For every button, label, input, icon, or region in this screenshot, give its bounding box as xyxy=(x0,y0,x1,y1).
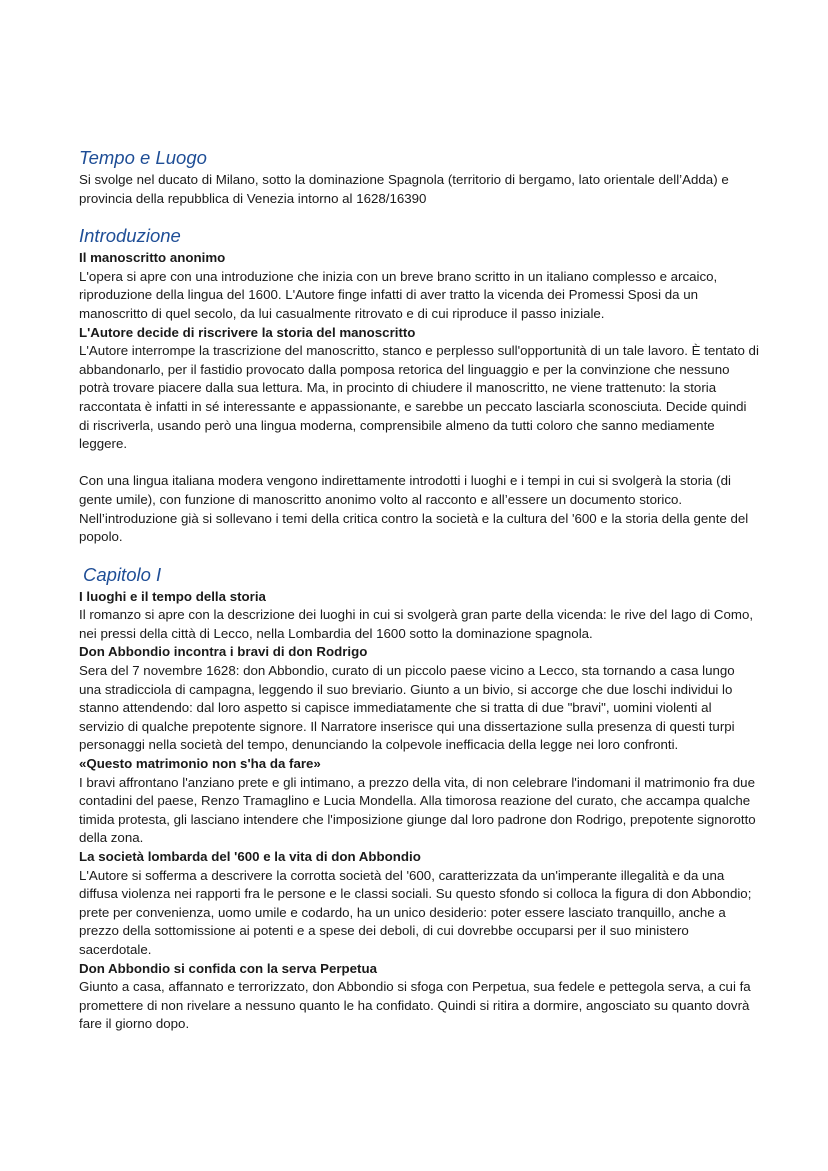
paragraph-intro-2: L'Autore interrompe la trascrizione del manoscritto, stanco e perplesso sull'opportunità di un tale lavoro. È tentato di abbandonarlo, per il fastidio provocato dalla pomposa retorica del linguaggio e per la convinzione che nessuno potrà trovare piacere dalla sua lettura. Ma, in procinto di chiudere il manoscritto, ne viene trattenuto: la storia raccontata è infatti in sé interessante e appassionante, e sarebbe un peccato lasciarla sconosciuta. Decide quindi di riscriverla, usando però una lingua moderna, comprensibile almeno da tutti coloro che sanno mediamente leggere. xyxy=(79,343,759,452)
paragraph-intro-1: L'opera si apre con una introduzione che inizia con un breve brano scritto in un italiano complesso e arcaico, riproduzione della lingua del 1600. L'Autore finge infatti di aver tratto la vicenda dei Promessi Sposi da un manoscritto di quel secolo, da lui casualmente ritrovato e di cui riproduce il passo iniziale. xyxy=(79,268,718,321)
subheading-manoscritto: Il manoscritto anonimo xyxy=(79,250,226,266)
heading-tempo-luogo: Tempo e Luogo xyxy=(79,147,207,168)
subheading-bravi: Don Abbondio incontra i bravi di don Rodrigo xyxy=(79,644,368,660)
paragraph-cap-5: Giunto a casa, affannato e terrorizzato, don Abbondio si sfoga con Perpetua, sua fedele e pettegola serva, a cui fa promettere di non rivelare a nessuno quanto le ha confidato. Quindi si ritira a dormire, angosciato su quanto dovrà fare il giorno dopo. xyxy=(79,979,751,1032)
paragraph-intro-4: Nell’introduzione già si sollevano i temi della critica contro la società e la cultura del '600 e la storia della gente del popolo. xyxy=(79,510,749,545)
document-page xyxy=(79,146,759,1048)
paragraph-intro-3: Con una lingua italiana modera vengono indirettamente introdotti i luoghi e i tempi in cui si svolgerà la storia (di gente umile), con funzione di manoscritto anonimo volto al racconto e all’essere un documento storico. xyxy=(79,473,731,507)
section-capitolo-1 xyxy=(79,563,759,1034)
subheading-riscrivere: L'Autore decide di riscrivere la storia del manoscritto xyxy=(79,324,416,340)
heading-capitolo-1: Capitolo I xyxy=(83,563,162,585)
subheading-societa: La società lombarda del '600 e la vita di don Abbondio xyxy=(79,849,421,864)
heading-introduzione: Introduzione xyxy=(79,225,181,247)
paragraph-cap-3: I bravi affrontano l'anziano prete e gli intimano, a prezzo della vita, di non celebrare l'indomani il matrimonio fra due contadini del paese, Renzo Tramaglino e Lucia Mondella. Alla timorosa reazione del curato, che accampa qualche timida protesta, gli lasciano intendere che l'imposizione giunge dal loro padrone don Rodrigo, prepotente signorotto della zona. xyxy=(79,774,756,846)
subheading-perpetua: Don Abbondio si confida con la serva Perpetua xyxy=(79,960,377,976)
paragraph-cap-4: L'Autore si sofferma a descrivere la corrotta società del '600, caratterizzata da un'imperante illegalità e da una diffusa violenza nei rapporti fra le persone e le classi sociali. Su questo sfondo si colloca la figura di don Abbondio; prete per convenienza, uomo umile e codardo, ha un unico desiderio: poter essere lasciato tranquillo, anche a prezzo della sottomissione ai potenti e a spese dei deboli, di cui dovrebbe occuparsi per il suo ministero sacerdotale. xyxy=(79,867,752,957)
subheading-matrimonio: «Questo matrimonio non s'ha da fare» xyxy=(79,756,321,772)
section-introduzione xyxy=(79,224,759,547)
subheading-luoghi: I luoghi e il tempo della storia xyxy=(79,588,266,604)
paragraph-cap-2: Sera del 7 novembre 1628: don Abbondio, curato di un piccolo paese vicino a Lecco, sta tornando a casa lungo una stradicciola di campagna, leggendo il suo breviario. Giunto a un bivio, si accorge che due loschi individui lo stanno attendendo: dal loro aspetto si capisce immediatamente che si tratta di due "bravi", uomini violenti al servizio di qualche prepotente signore. Il Narratore inserisce qui una dissertazione sulla presenza di questi turpi personaggi nella società del tempo, denunciando la colpevole inefficacia della legge nei loro confronti. xyxy=(79,663,735,753)
paragraph-tempo: Si svolge nel ducato di Milano, sotto la dominazione Spagnola (territorio di bergamo, lato orientale dell’Adda) e provincia della repubblica di Venezia intorno al 1628/16390 xyxy=(79,172,729,206)
paragraph-cap-1: Il romanzo si apre con la descrizione dei luoghi in cui si svolgerà gran parte della vicenda: le rive del lago di Como, nei pressi della città di Lecco, nella Lombardia del 1600 sotto la dominazione spagnola. xyxy=(79,607,754,641)
spacer xyxy=(79,454,759,473)
section-tempo-luogo xyxy=(79,146,759,208)
